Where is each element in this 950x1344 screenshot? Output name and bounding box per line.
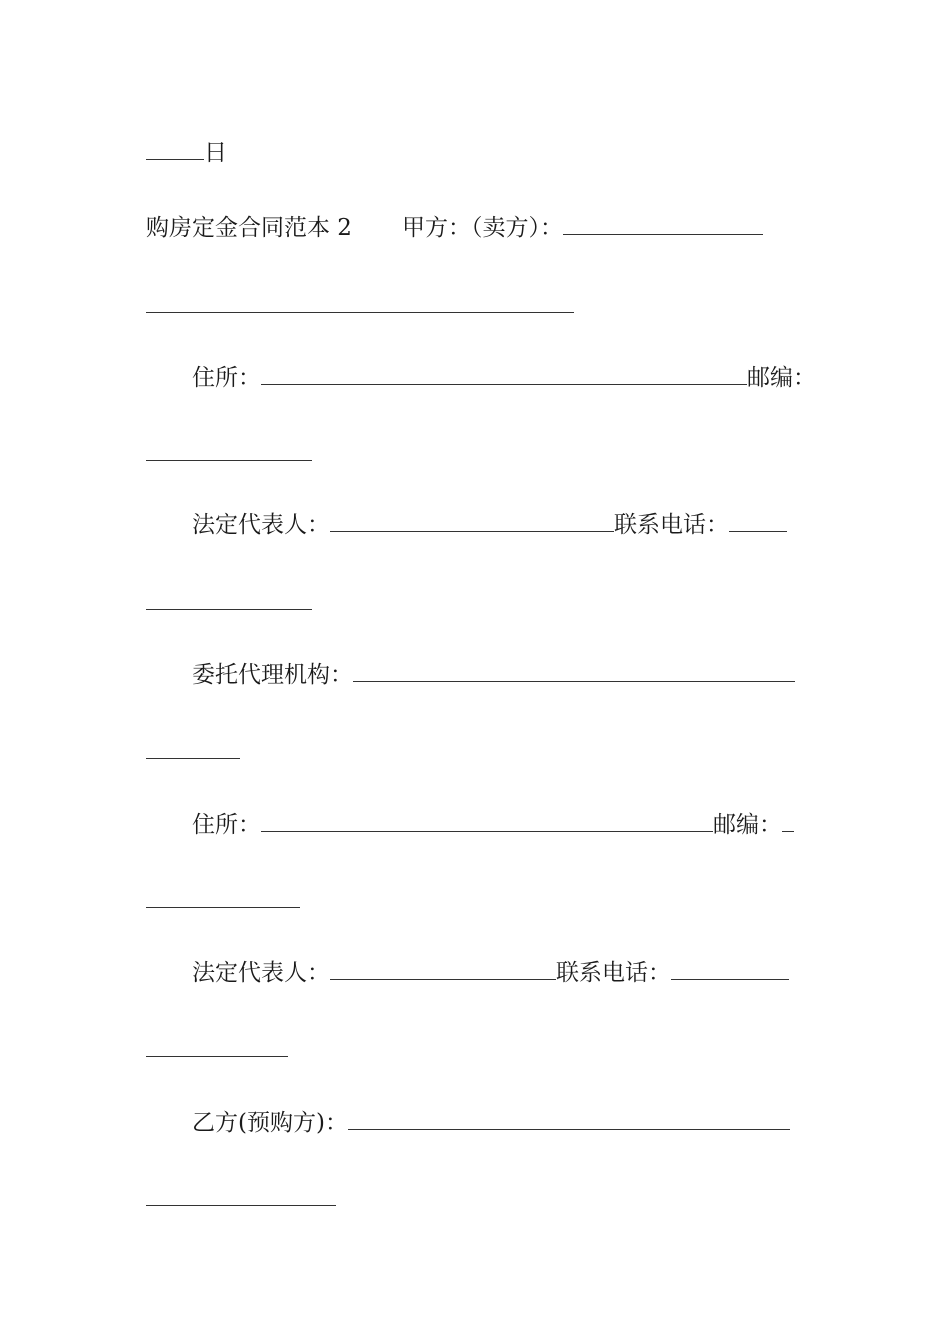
date-suffix: 日 [204,140,227,166]
phone-label: 联系电话： [614,512,729,538]
address-label: 住所： [192,365,261,391]
phone-blank[interactable] [729,509,787,532]
phone2-blank-continued[interactable] [146,1055,288,1057]
postcode-label: 邮编： [747,365,816,391]
address-line [192,362,816,393]
postcode2-blank[interactable] [782,809,794,832]
address2-blank[interactable] [261,809,713,832]
date-line [146,137,227,168]
party-b-line [192,1107,790,1138]
agency-line [192,659,795,690]
postcode2-blank-continued[interactable] [146,906,300,908]
party-b-blank-continued[interactable] [146,1204,336,1206]
party-b-blank[interactable] [348,1107,790,1130]
party-b-label: 乙方(预购方)： [192,1110,348,1136]
agency-blank[interactable] [353,659,795,682]
title-line [146,212,763,243]
postcode-blank[interactable] [146,459,312,461]
address2-label: 住所： [192,812,261,838]
phone2-label: 联系电话： [556,960,671,986]
party-a-blank-continued[interactable] [146,311,574,313]
day-blank[interactable] [146,137,204,160]
document-title: 购房定金合同范本 2 [146,215,352,241]
address-blank[interactable] [261,362,747,385]
legal-rep-label: 法定代表人： [192,512,330,538]
phone-blank-continued[interactable] [146,608,312,610]
legal-rep2-blank[interactable] [330,957,556,980]
legal-rep2-label: 法定代表人： [192,960,330,986]
agency-blank-continued[interactable] [146,757,240,759]
party-a-blank[interactable] [563,212,763,235]
postcode2-label: 邮编： [713,812,782,838]
party-a-label: 甲方：（卖方）： [401,215,563,241]
legal-rep2-line [192,957,789,988]
legal-rep-line [192,509,787,540]
agency-label: 委托代理机构： [192,662,353,688]
legal-rep-blank[interactable] [330,509,614,532]
phone2-blank[interactable] [671,957,789,980]
address2-line [192,809,794,840]
